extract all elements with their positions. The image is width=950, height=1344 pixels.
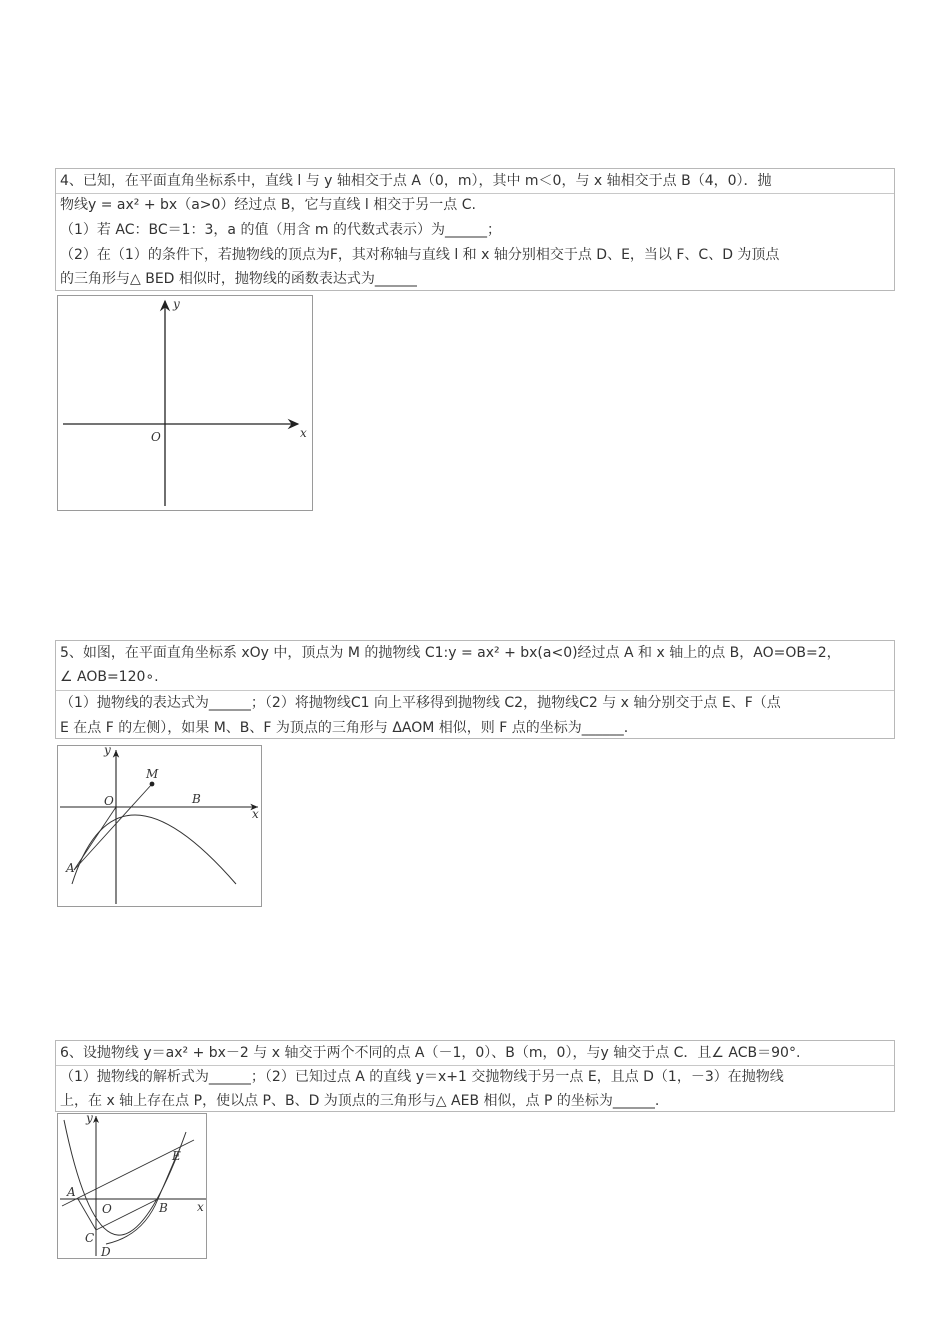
q4-line-1: 4、已知，在平面直角坐标系中，直线 l 与 y 轴相交于点 A（0，m），其中 m＜0，与 x 轴相交于点 B（4，0）．抛 xyxy=(60,173,772,189)
q6-label-o: O xyxy=(102,1202,112,1216)
question-6-box xyxy=(55,1040,895,1112)
q6-label-y: y xyxy=(86,1114,93,1125)
q5-parabola-curve xyxy=(72,815,236,884)
q5-label-a: A xyxy=(66,861,75,875)
q5-label-o: O xyxy=(104,794,114,808)
q4-label-o: O xyxy=(151,430,161,444)
q5-line-1: 5、如图，在平面直角坐标系 xOy 中，顶点为 M 的抛物线 C1:y = ax² + bx(a<0)经过点 A 和 x 轴上的点 B，AO=OB=2， xyxy=(60,645,841,661)
q6-line-2: （1）抛物线的解析式为______；（2）已知过点 A 的直线 y＝x+1 交抛物线于另一点 E，且点 D（1，－3）在抛物线 xyxy=(60,1069,784,1085)
q4-line-2: 物线y = ax² + bx（a>0）经过点 B，它与直线 l 相交于另一点 C. xyxy=(60,197,476,213)
q5-label-y: y xyxy=(104,746,111,757)
q5-point-m xyxy=(150,782,155,787)
q6-label-b: B xyxy=(159,1201,168,1215)
q6-parabola-figure xyxy=(57,1113,207,1259)
q6-label-d: D xyxy=(101,1245,111,1259)
q4-line-3: （1）若 AC：BC＝1：3，a 的值（用含 m 的代数式表示）为______； xyxy=(60,222,501,238)
q4-coordinate-figure xyxy=(57,295,313,511)
q6-parabola-curve xyxy=(64,1120,186,1235)
q6-line-1: 6、设抛物线 y＝ax² + bx－2 与 x 轴交于两个不同的点 A（－1，0）、B（m，0），与y 轴交于点 C．且∠ ACB＝90°. xyxy=(60,1045,801,1061)
q6-segment-ac xyxy=(78,1199,96,1230)
q6-label-c: C xyxy=(85,1231,95,1245)
q5-segment-ao xyxy=(74,807,116,870)
q5-parabola-figure xyxy=(57,745,262,907)
q5-label-m: M xyxy=(146,767,159,781)
q6-label-a: A xyxy=(67,1185,76,1199)
q5-line-4: E 在点 F 的左侧），如果 M、B、F 为顶点的三角形与 ΔAOM 相似，则 F 点的坐标为______. xyxy=(60,720,629,736)
q6-label-e: E xyxy=(172,1149,181,1163)
q4-label-y: y xyxy=(173,297,180,311)
q5-line-3: （1）抛物线的表达式为______；（2）将抛物线C1 向上平移得到抛物线 C2，抛物线C2 与 x 轴分别交于点 E、F（点 xyxy=(60,695,781,711)
q4-label-x: x xyxy=(300,426,307,440)
q5-label-x: x xyxy=(252,807,259,821)
q4-line-5: 的三角形与△ BED 相似时，抛物线的函数表达式为______ xyxy=(60,271,417,287)
q5-line-2: ∠ AOB=120∘. xyxy=(60,669,159,685)
q5-label-b: B xyxy=(192,792,201,806)
question-4-box xyxy=(55,168,895,291)
q4-line-4: （2）在（1）的条件下，若抛物线的顶点为F，其对称轴与直线 l 和 x 轴分别相交于点 D、E，当以 F、C、D 为顶点 xyxy=(60,247,780,263)
q6-label-x: x xyxy=(197,1200,204,1214)
question-5-box xyxy=(55,640,895,739)
q6-line-3: 上，在 x 轴上存在点 P，使以点 P、B、D 为顶点的三角形与△ AEB 相似，点 P 的坐标为______. xyxy=(60,1093,660,1109)
